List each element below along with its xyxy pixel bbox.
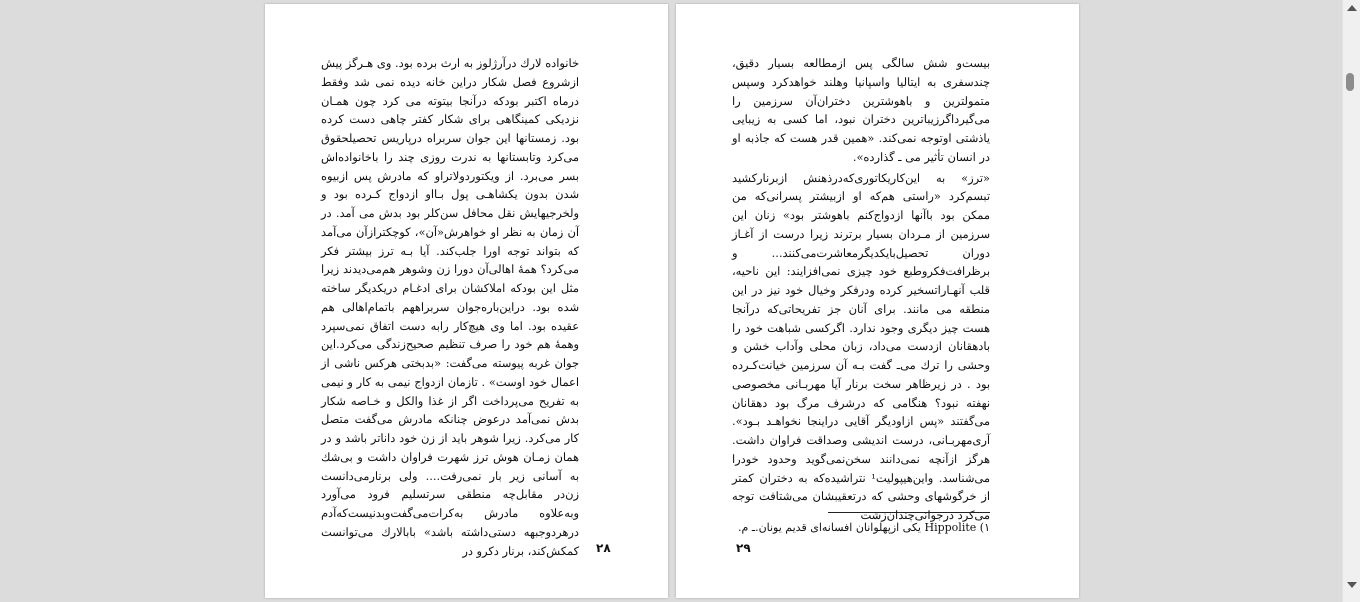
page-number: ۲۹	[736, 541, 751, 555]
vertical-scrollbar[interactable]	[1342, 0, 1360, 602]
footnote-divider	[828, 512, 990, 513]
page-number: ۲۸	[596, 541, 611, 555]
footnote: ۱) Hippolite یکی ازپهلوانان افسانه‌ای قدیم یونان.ـ م.	[738, 521, 990, 534]
page-28	[265, 4, 668, 598]
paragraph: «ترز» به این‌کاریکاتوری‌که‌درذهنش ازبرنارکشید تبسم‌کرد «راستی هم‌که او ازبیشتر پسرانی‌که من ممکن بود باآنها ازدواج‌کنم باهوشتر بود» زنان این سرزمین از مـردان بسیار برترند زیرا درست از آغـاز دوران تحصیل‌بایکدیگرمعاشرت‌می‌کنند... و برظرافت‌فکروطبع خود چیزی نمی‌افزایند: این ناحیه، قلب آنهـاراتسخیر کرده ودرفکر وخیال خود نیز در این منطقه می مانند. برای آنان جز تفریحاتی‌که درآنجا هست چیز دیگری وجود ندارد. اگرکسی شباهت خود را بادهقانان ازدست می‌داد، زبان محلی وآداب خشن و وحشی را ترك می‌ـ گفت بـه آن سرزمین خیانت‌کـرده بود . در زیرظاهر سخت برنار آیا مهربـانی مخصوصی نهفته نبود؟ هنگامی که درشرف مرگ بود دهقانان می‌گفتند «پس ازاودیگر آقایی دراینجا نخواهـد بـود». آری‌مهربـانی، درست اندیشی وصداقت فراوان داشت. هرگز ازآنچه نمی‌دانند سخن‌نمی‌گوید وحدود خودرا می‌شناسد. واین‌هیپولیت¹ نتراشیده‌که به دختران کمتر از خرگوشهای وحشی که درتعقیبشان می‌شتافت توجه می‌کرد درجوانی‌چندان‌زشت	[732, 170, 990, 522]
page-body-text	[321, 54, 579, 562]
page-body-text	[732, 54, 990, 527]
page-29	[676, 4, 1079, 598]
scroll-up-arrow-icon[interactable]	[1347, 5, 1357, 11]
paragraph: بیست‌و شش سالگی پس ازمطالعه بسیار دقیق، چندسفری به ایتالیا واسپانیا وهلند خواهدکرد وسپس متمولترین و باهوشترین دختران‌آن سرزمین را می‌گیرداگرزیباترین دختران نبود، اما کسی به زیبایی یاذشتی اوتوجه نمی‌کند. «همین قدر هست که جاذبه او در انسان تأثیر می ـ گذارده».	[732, 56, 990, 164]
scrollbar-thumb[interactable]	[1346, 73, 1354, 91]
paragraph: خانواده لارك درآرژلوز به ارث برده بود. وی هـرگز پیش ازشروع فصل شکار دراین خانه دیده نمی شد وفقط درماه اکتبر بودکه درآنجا بیتوته می کرد چون همـان نزدیکی کمینگاهی برای شکار کفتر چاهی دست کرده بود. زمستانها این جوان سربراه درپاریس تحصیلحقوق می‌کرد وتابستانها به ندرت روزی چند را باخانواده‌اش بسر می‌برد. از ویکتوردولاتراو که مادرش پس ازبیوه شدن بدون یکشاهـی پول بـااو ازدواج کـرده بود و ولخرجیهایش نقل محافل سن‌کلر بود بدش می آمد. در آن زمان به نظر او خواهرش«آن»، کوچکتراز‌آن می‌آمد که بتواند توجه اورا جلب‌کند. آیا بـه ترز بیشتر فکر می‌کرد؟ همهٔ اهالی‌آن دورا زن وشوهر هم‌می‌دیدند زیرا مثل این بودکه املاکشان برای ادغـام دریکدیگر ساخته شده بود. دراین‌باره‌جوان سربراههم باتمام‌اهالی هم عقیده بود. اما وی هیچ‌کار رابه دست اتفاق نمی‌سپرد وهمهٔ هم خود را صرف تنظیم صحیح‌زندگی می‌کرد.این جوان غربه پیوسته می‌گفت: «بدبختی هرکس ناشی از اعمال خود اوست» . تازمان ازدواج نیمی به کار و نیمی به تفریح می‌پرداخت اگر از غذا والکل و خـاصه شکار بدش نمی‌آمد درعوض چنانکه مادرش می‌گفت متصل کار می‌کرد. زیرا شوهر باید از زن خود داناتر باشد و در همان زمـان هوش ترز شهرت فراوان داشت و بی‌شك به آسانی زیر بار نمی‌رفت.... ولی برنارمی‌دانست زن‌در مقابل‌چه منطقی سرتسلیم فرود می‌آورد وبه‌علاوه مادرش به‌کرات‌می‌گفت‌وبدنیست‌که‌آدم درهردوجبهه دستی‌داشته باشد» بابالارك می‌توانست كمكش‌كند، برنار دكرو در	[321, 56, 579, 558]
scroll-down-arrow-icon[interactable]	[1347, 582, 1357, 588]
